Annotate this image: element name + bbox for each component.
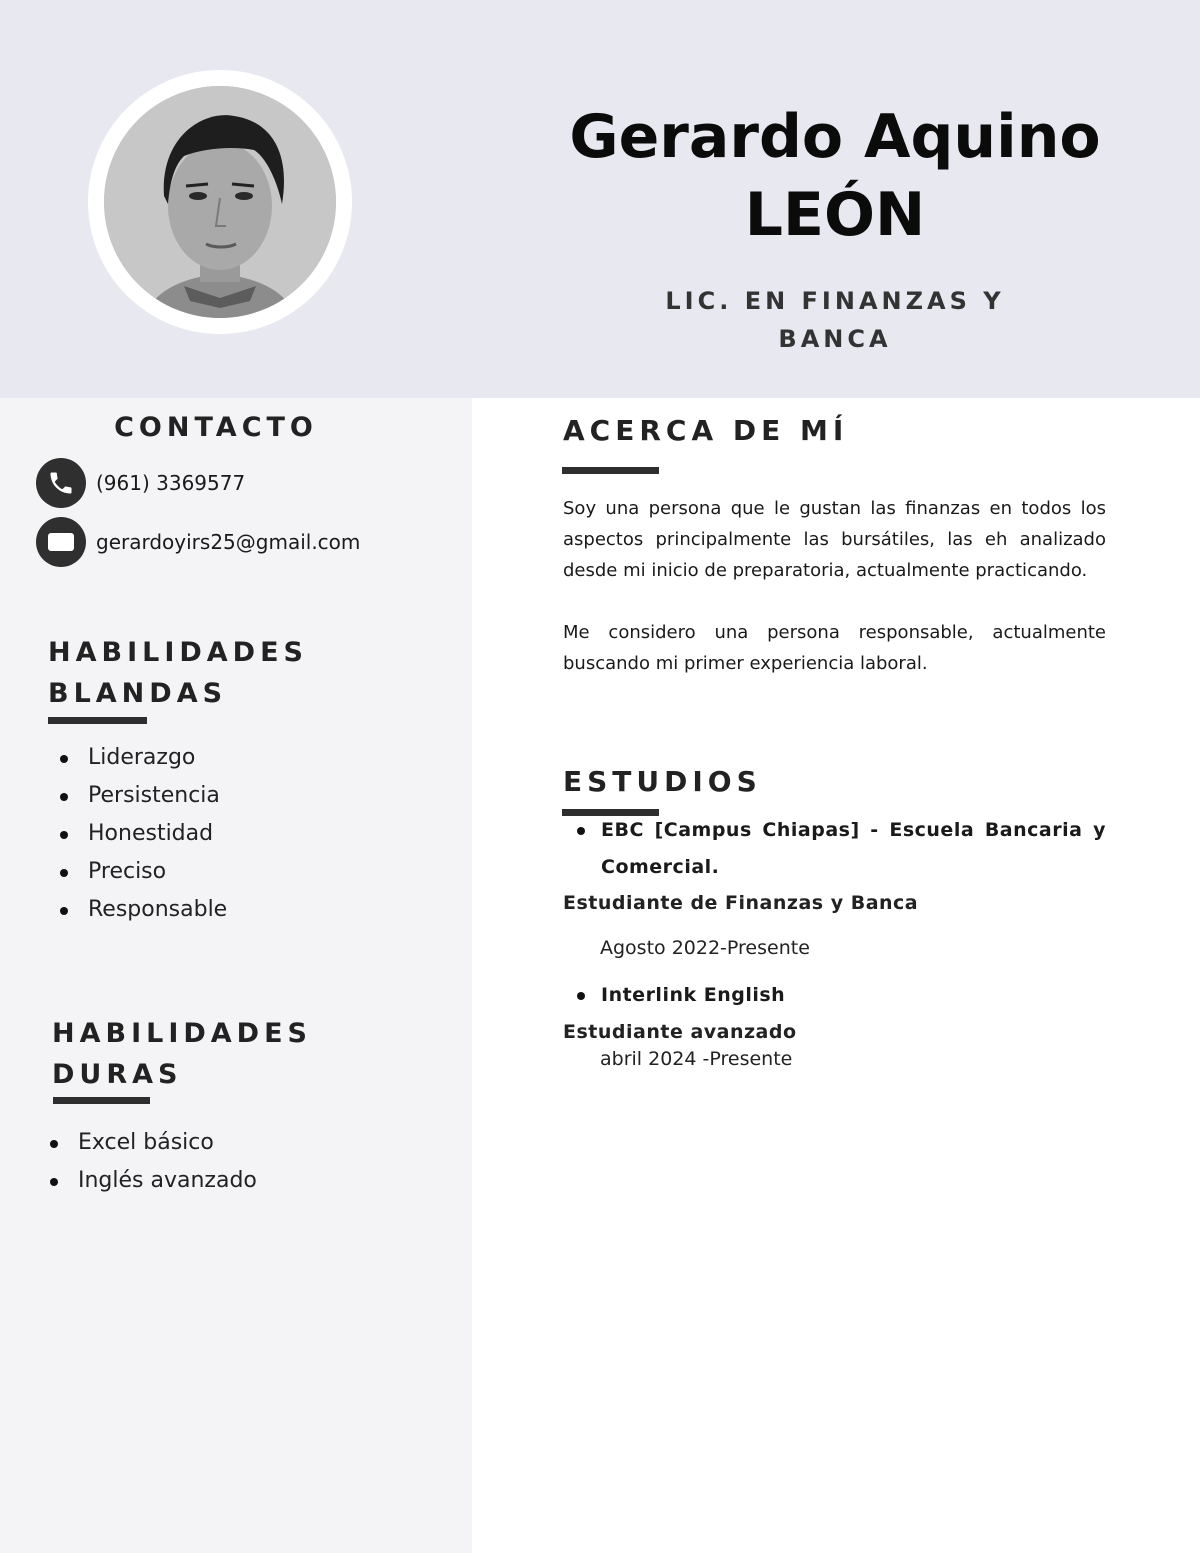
name-last: LEÓN bbox=[744, 180, 926, 250]
phone-icon bbox=[36, 458, 86, 508]
contact-heading: CONTACTO bbox=[114, 412, 318, 443]
list-item: Excel básico bbox=[78, 1124, 257, 1162]
education-dates: abril 2024 -Presente bbox=[600, 1048, 793, 1070]
about-paragraph-1: Soy una persona que le gustan las finanzas en todos los aspectos principalmente las bursátiles, las eh analizado desde mi inicio de preparatoria, actualmente practicando. bbox=[563, 498, 1106, 581]
soft-skills-list bbox=[88, 739, 227, 929]
education-dates: Agosto 2022-Presente bbox=[600, 937, 810, 959]
list-item: Inglés avanzado bbox=[78, 1162, 257, 1200]
soft-skills-heading-line1: HABILIDADES bbox=[48, 637, 308, 668]
list-item: Liderazgo bbox=[88, 739, 227, 777]
about-underline bbox=[562, 467, 659, 474]
hard-skills-heading-line2: DURAS bbox=[52, 1059, 183, 1090]
contact-phone bbox=[36, 458, 245, 508]
job-title bbox=[620, 282, 1050, 358]
hard-skills-list bbox=[78, 1124, 257, 1200]
job-title-line1: LIC. EN FINANZAS Y bbox=[665, 287, 1005, 315]
phone-number[interactable]: (961) 3369577 bbox=[96, 471, 246, 495]
soft-skills-heading bbox=[48, 632, 308, 714]
profile-photo bbox=[104, 86, 336, 318]
hard-skills-underline bbox=[53, 1097, 150, 1104]
list-item: Preciso bbox=[88, 853, 227, 891]
name-first: Gerardo Aquino bbox=[569, 102, 1101, 172]
education-role: Estudiante de Finanzas y Banca bbox=[563, 892, 919, 914]
list-item: Honestidad bbox=[88, 815, 227, 853]
hard-skills-heading bbox=[52, 1013, 312, 1095]
about-paragraph-2: Me considero una persona responsable, actualmente buscando mi primer experiencia laboral. bbox=[563, 622, 1106, 674]
hard-skills-heading-line1: HABILIDADES bbox=[52, 1018, 312, 1049]
about-heading: ACERCA DE MÍ bbox=[563, 414, 849, 447]
sidebar bbox=[0, 398, 472, 1553]
soft-skills-heading-line2: BLANDAS bbox=[48, 678, 228, 709]
person-name bbox=[520, 98, 1150, 254]
email-address[interactable]: gerardoyirs25@gmail.com bbox=[96, 530, 361, 554]
education-institution: Interlink English bbox=[601, 977, 1106, 1014]
soft-skills-underline bbox=[48, 717, 147, 724]
job-title-line2: BANCA bbox=[778, 325, 892, 353]
list-item: Responsable bbox=[88, 891, 227, 929]
education-heading: ESTUDIOS bbox=[563, 765, 762, 798]
education-institution: EBC [Campus Chiapas] - Escuela Bancaria y Comercial. bbox=[601, 812, 1106, 886]
education-role: Estudiante avanzado bbox=[563, 1021, 797, 1043]
contact-email bbox=[36, 517, 360, 567]
mail-icon bbox=[36, 517, 86, 567]
list-item: Persistencia bbox=[88, 777, 227, 815]
